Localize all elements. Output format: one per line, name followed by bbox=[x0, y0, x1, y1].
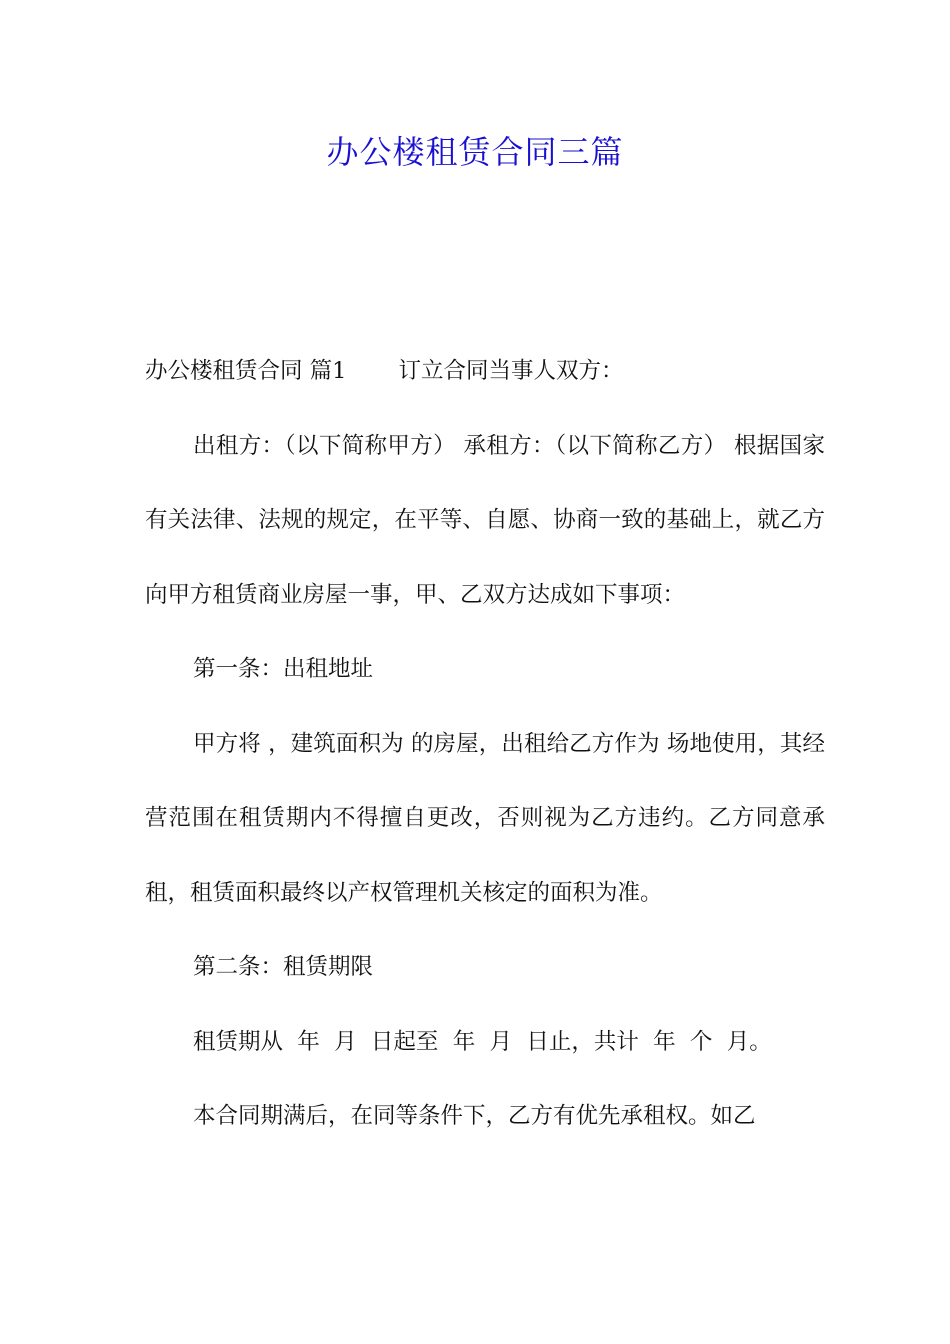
article-2-term: 租赁期从 年 月 日起至 年 月 日止，共计 年 个 月。 bbox=[193, 1028, 772, 1055]
paragraph-intro: 出租方：（以下简称甲方） 承租方：（以下简称乙方） 根据国家有关法律、法规的规定，在平等、自愿、协商一致的基础上，就乙方向甲方租赁商业房屋一事，甲、乙双方达成如下事项： bbox=[145, 432, 825, 608]
article-2-heading: 第二条：租赁期限 bbox=[193, 954, 374, 980]
article-1-heading: 第一条：出租地址 bbox=[193, 656, 374, 682]
document-title: 办公楼租赁合同三篇 bbox=[326, 133, 624, 171]
article-1-body: 甲方将 ，建筑面积为 的房屋，出租给乙方作为 场地使用，其经营范围在租赁期内不得擅自更改，否则视为乙方违约。乙方同意承租，租赁面积最终以产权管理机关核定的面积为准。 bbox=[145, 730, 825, 906]
article-2-renewal: 本合同期满后，在同等条件下，乙方有优先承租权。如乙 bbox=[193, 1103, 756, 1129]
contract-parties-label: 订立合同当事人双方： bbox=[398, 358, 624, 384]
heading-line bbox=[145, 334, 825, 409]
document-body bbox=[145, 334, 825, 1154]
contract-section-label: 办公楼租赁合同 篇1 bbox=[145, 358, 347, 384]
